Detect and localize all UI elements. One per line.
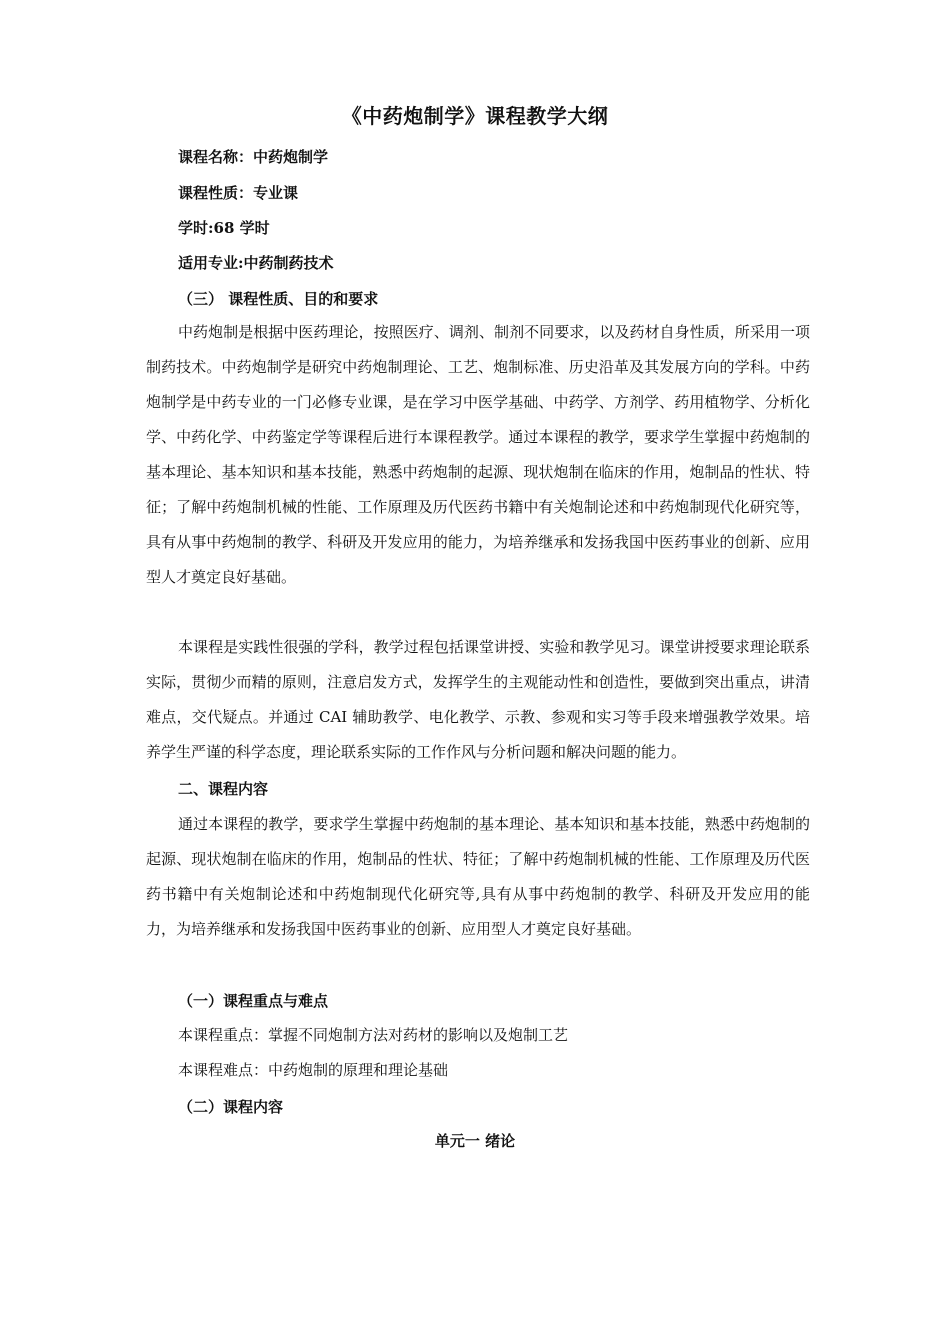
key-point-text: 本课程重点：掌握不同炮制方法对药材的影响以及炮制工艺 xyxy=(178,1026,569,1044)
paragraph-content: 通过本课程的教学，要求学生掌握中药炮制的基本理论、基本知识和基本技能，熟悉中药炮制的起源、现状炮制在临床的作用，炮制品的性状、特征；了解中药炮制机械的性能、工作原理及历代医药书籍中有关炮制论述和中药炮制现代化研究等,具有从事中药炮制的教学、科研及开发应用的能力，为培养继承和发扬我国中医药事业的创新、应用型人才奠定良好基础。 xyxy=(146,815,810,938)
meta-value: 中药炮制学 xyxy=(253,148,329,166)
meta-label: 适用专业: xyxy=(178,254,244,272)
paragraph-nature-2: 本课程是实践性很强的学科，教学过程包括课堂讲授、实验和教学见习。课堂讲授要求理论联系实际，贯彻少而精的原则，注意启发方式，发挥学生的主观能动性和创造性，要做到突出重点，讲清难点，交代疑点。并通过 CAI 辅助教学、电化教学、示教、参观和实习等手段来增强教学效果。培养学生严谨的科学态度，理论联系实际的工作作风与分析问题和解决问题的能力。 xyxy=(146,638,810,761)
meta-value: 专业课 xyxy=(253,184,299,202)
meta-course-name xyxy=(178,146,328,168)
unit-title: 单元一 绪论 xyxy=(434,1132,516,1150)
meta-label: 课程名称： xyxy=(178,148,254,166)
meta-value: 中药制药技术 xyxy=(243,254,334,272)
section-heading-course-content: （二）课程内容 xyxy=(178,1098,284,1116)
meta-major xyxy=(178,252,334,274)
meta-label: 课程性质： xyxy=(178,184,254,202)
meta-course-nature xyxy=(178,182,298,204)
meta-hours xyxy=(178,217,270,239)
difficulty-text: 本课程难点：中药炮制的原理和理论基础 xyxy=(178,1061,449,1079)
meta-label: 学时: xyxy=(178,219,214,237)
meta-value: 68 学时 xyxy=(213,219,270,237)
section-heading-content: 二、课程内容 xyxy=(178,780,269,798)
section-heading-nature: （三） 课程性质、目的和要求 xyxy=(178,290,379,308)
document-title: 《中药炮制学》课程教学大纲 xyxy=(341,104,609,128)
section-heading-keypoints: （一）课程重点与难点 xyxy=(178,992,329,1010)
paragraph-nature-1: 中药炮制是根据中医药理论，按照医疗、调剂、制剂不同要求，以及药材自身性质，所采用一项制药技术。中药炮制学是研究中药炮制理论、工艺、炮制标准、历史沿革及其发展方向的学科。中药炮制学是中药专业的一门必修专业课，是在学习中医学基础、中药学、方剂学、药用植物学、分析化学、中药化学、中药鉴定学等课程后进行本课程教学。通过本课程的教学，要求学生掌握中药炮制的基本理论、基本知识和基本技能，熟悉中药炮制的起源、现状炮制在临床的作用，炮制品的性状、特征；了解中药炮制机械的性能、工作原理及历代医药书籍中有关炮制论述和中药炮制现代化研究等，具有从事中药炮制的教学、科研及开发应用的能力，为培养继承和发扬我国中医药事业的创新、应用型人才奠定良好基础。 xyxy=(146,323,810,586)
